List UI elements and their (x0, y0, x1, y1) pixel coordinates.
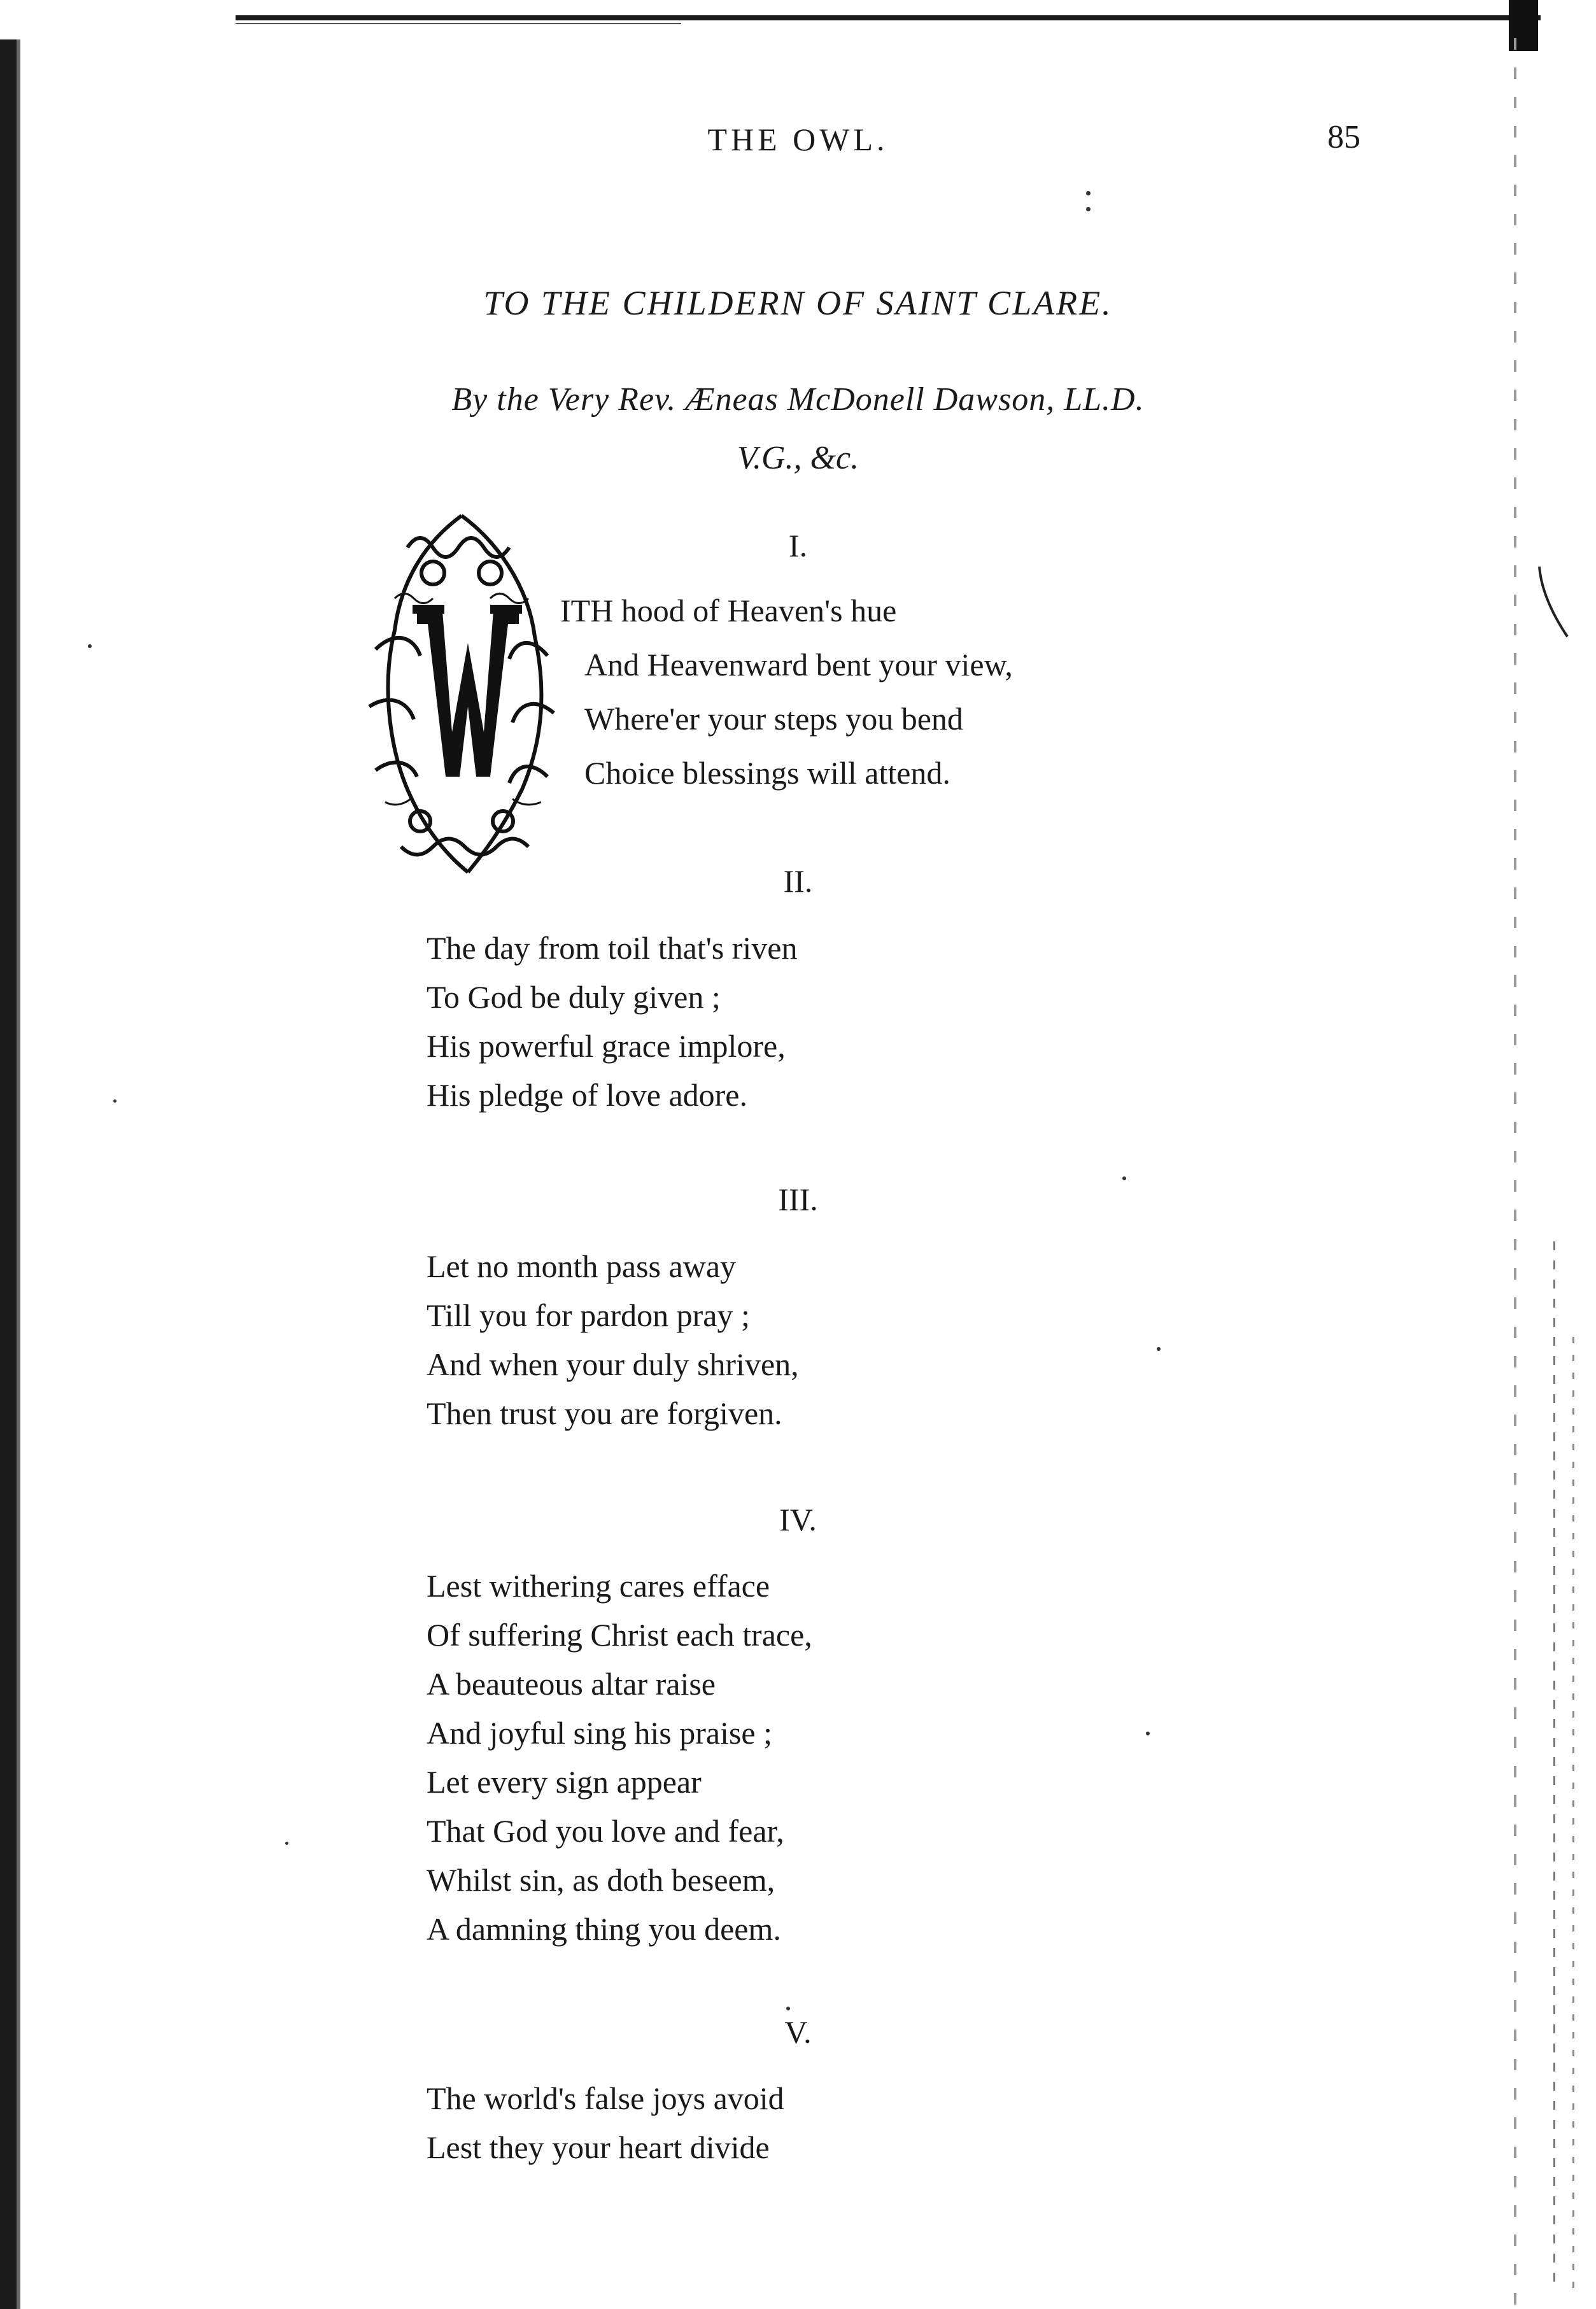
poem-line: And when your duly shriven, (427, 1346, 799, 1382)
poem-title: TO THE CHILDERN OF SAINT CLARE. (483, 284, 1113, 322)
scan-speck (285, 1842, 288, 1845)
scan-top-corner (1509, 0, 1538, 51)
scan-speck (1086, 191, 1091, 195)
stanza-number: I. (788, 528, 808, 563)
poem-line: Where'er your steps you bend (584, 701, 963, 737)
poem-line: And Heavenward bent your view, (584, 647, 1013, 682)
poem-line: Of suffering Christ each trace, (427, 1617, 812, 1653)
poem-line: A beauteous altar raise (427, 1666, 716, 1702)
running-title: THE OWL. (707, 122, 889, 157)
poem-line: His powerful grace implore, (427, 1028, 786, 1064)
scan-stroke (1534, 560, 1572, 643)
poem-line: Let no month pass away (427, 1248, 737, 1284)
scan-right-edge (1514, 38, 1516, 2305)
poem-line: And joyful sing his praise ; (427, 1715, 773, 1751)
poem-line: Let every sign appear (427, 1764, 702, 1800)
scan-speck (88, 644, 92, 648)
poem-line: Till you for pardon pray ; (427, 1297, 750, 1333)
scan-left-edge (0, 39, 17, 2309)
scan-speck (113, 1099, 117, 1103)
scan-left-shadow (17, 39, 20, 2309)
scan-speck (1157, 1347, 1161, 1351)
scan-top-rule (236, 15, 1541, 20)
poem-line: Whilst sin, as doth beseem, (427, 1862, 775, 1898)
poem-line: The world's false joys avoid (427, 2080, 784, 2116)
page-number: 85 (1327, 119, 1360, 155)
scan-speck (1086, 207, 1091, 211)
scan-right-edge-noise-2 (1572, 1337, 1574, 2292)
poem-line: The day from toil that's riven (427, 930, 798, 966)
stanza-number: V. (784, 2014, 812, 2050)
poem-line: Lest they your heart divide (427, 2129, 770, 2165)
stanza-number: III. (778, 1182, 818, 1217)
poem-line: His pledge of love adore. (427, 1077, 748, 1113)
scan-top-rule-thin (236, 23, 681, 24)
poem-line: A damning thing you deem. (427, 1911, 781, 1947)
stanza-number: II. (783, 863, 813, 899)
poem-line: Lest withering cares efface (427, 1568, 770, 1604)
poem-byline-continued: V.G., &c. (737, 440, 859, 476)
scan-speck (1122, 1176, 1126, 1180)
scan-speck (786, 2007, 790, 2010)
poem-line: That God you love and fear, (427, 1813, 784, 1849)
poem-line: ITH hood of Heaven's hue (560, 593, 897, 628)
scan-right-edge-noise (1553, 1241, 1555, 2292)
poem-byline: By the Very Rev. Æneas McDonell Dawson, LL.D. (451, 381, 1145, 418)
stanza-number: IV. (779, 1502, 817, 1537)
poem-line: Then trust you are forgiven. (427, 1395, 782, 1431)
poem-line: Choice blessings will attend. (584, 755, 950, 791)
scan-speck (1146, 1732, 1150, 1735)
poem-line: To God be duly given ; (427, 979, 721, 1015)
